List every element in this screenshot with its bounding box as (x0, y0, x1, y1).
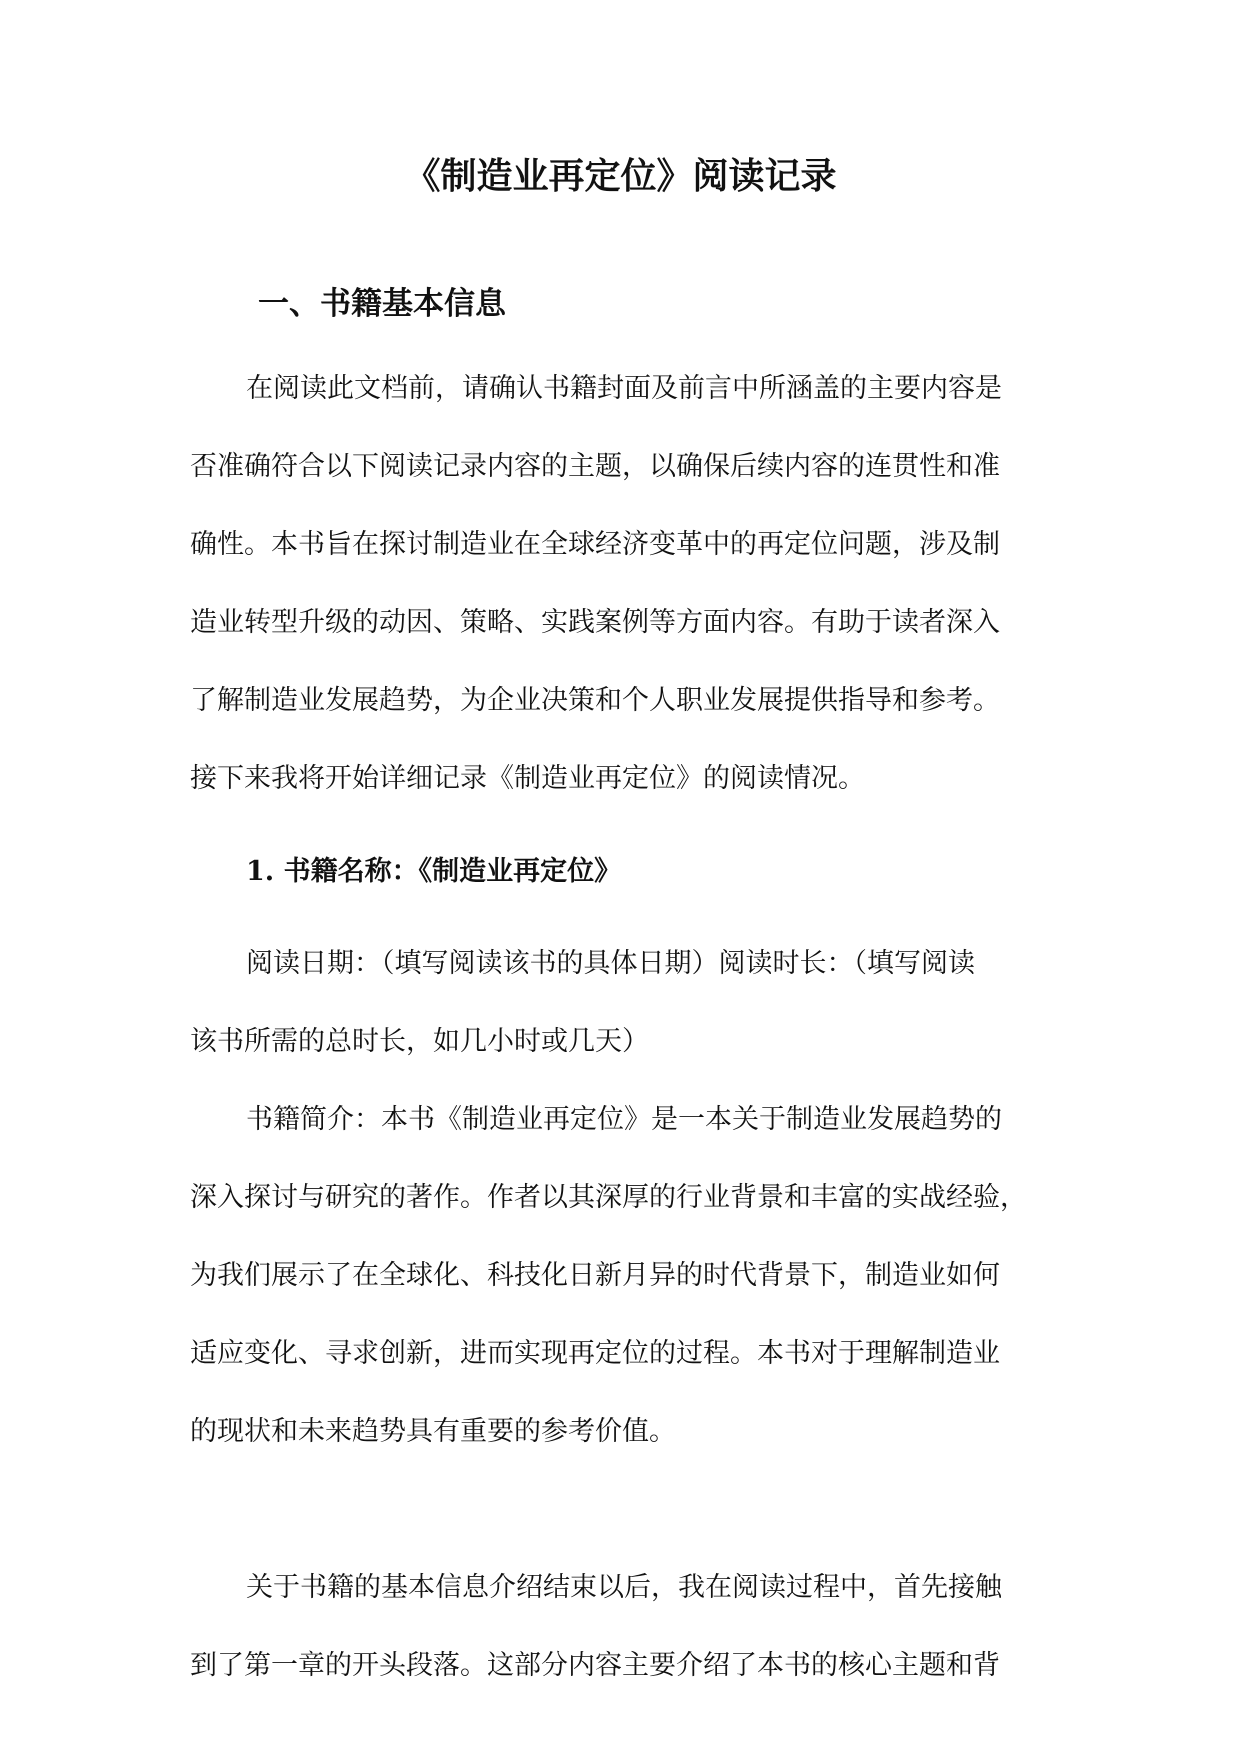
paragraph-line: 到了第一章的开头段落。这部分内容主要介绍了本书的核心主题和背 (190, 1650, 1000, 1681)
paragraph-line: 的现状和未来趋势具有重要的参考价值。 (190, 1416, 676, 1447)
book-name-heading: 1. 书籍名称：《制造业再定位》 (246, 856, 622, 887)
paragraph-line: 否准确符合以下阅读记录内容的主题，以确保后续内容的连贯性和准 (190, 451, 1000, 482)
reading-process-paragraph (190, 1549, 1070, 1705)
paragraph-line: 关于书籍的基本信息介绍结束以后，我在阅读过程中，首先接触 (246, 1572, 1002, 1603)
paragraph-line: 深入探讨与研究的著作。作者以其深厚的行业背景和丰富的实战经验， (190, 1182, 1027, 1213)
paragraph-line: 接下来我将开始详细记录《制造业再定位》的阅读情况。 (190, 763, 865, 794)
paragraph-line: 适应变化、寻求创新，进而实现再定位的过程。本书对于理解制造业 (190, 1338, 1000, 1369)
intro-paragraph (190, 350, 1070, 818)
paragraph-line: 为我们展示了在全球化、科技化日新月异的时代背景下，制造业如何 (190, 1260, 1000, 1291)
paragraph-line: 造业转型升级的动因、策略、实践案例等方面内容。有助于读者深入 (190, 607, 1000, 638)
reading-date-paragraph (190, 925, 1070, 1081)
paragraph-line: 阅读日期：（填写阅读该书的具体日期）阅读时长：（填写阅读 (246, 948, 975, 979)
document-title: 《制造业再定位》阅读记录 (404, 155, 837, 197)
book-summary-paragraph (190, 1081, 1070, 1471)
paragraph-line: 在阅读此文档前，请确认书籍封面及前言中所涵盖的主要内容是 (246, 373, 1002, 404)
paragraph-line: 该书所需的总时长，如几小时或几天） (190, 1026, 649, 1057)
paragraph-line: 确性。本书旨在探讨制造业在全球经济变革中的再定位问题，涉及制 (190, 529, 1000, 560)
paragraph-line: 书籍简介：本书《制造业再定位》是一本关于制造业发展趋势的 (246, 1104, 1002, 1135)
paragraph-line: 了解制造业发展趋势，为企业决策和个人职业发展提供指导和参考。 (190, 685, 1000, 716)
section-heading-basic-info: 一、书籍基本信息 (258, 286, 506, 322)
